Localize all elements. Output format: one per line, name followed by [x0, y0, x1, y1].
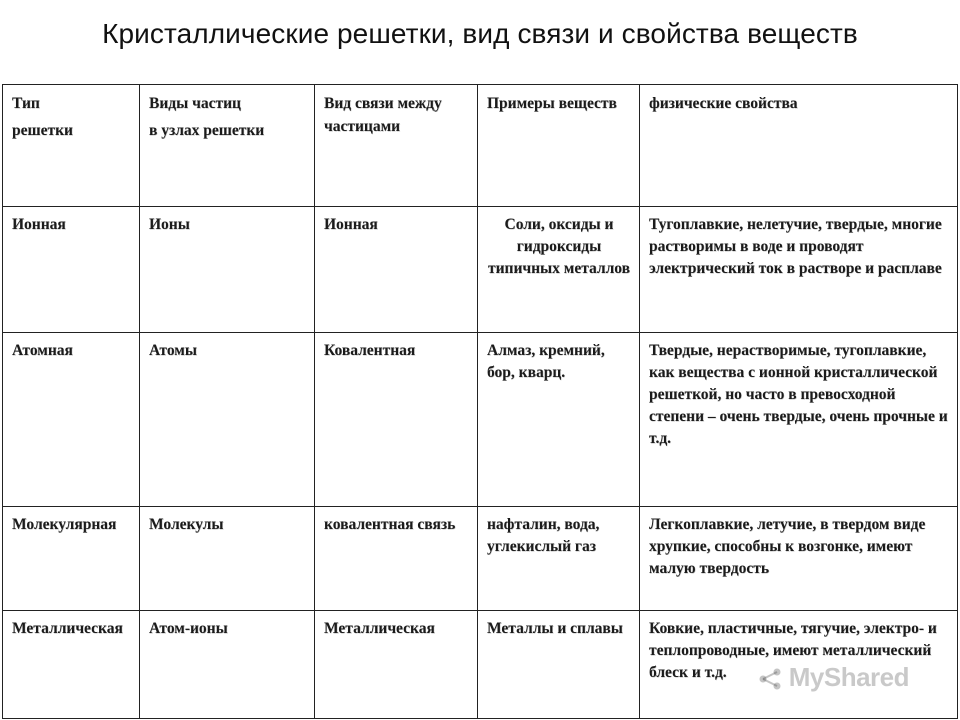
header-lattice-type: [3, 85, 140, 207]
cell-particles: Ионы: [140, 207, 315, 333]
watermark-text: MyShared: [788, 662, 909, 692]
cell-properties: Легкоплавкие, летучие, в твердом виде хрупкие, способны к возгонке, имеют малую твердость: [640, 507, 958, 611]
cell-particles: Атомы: [140, 333, 315, 507]
table-row: [3, 611, 958, 719]
table-row: [3, 333, 958, 507]
header-lattice-type-line1: Тип: [12, 95, 40, 112]
cell-properties: Твердые, нерастворимые, тугоплавкие, как вещества с ионной кристаллической решеткой, но часто в превосходной степени – очень твердые, очень прочные и т.д.: [640, 333, 958, 507]
cell-examples: Металлы и сплавы: [478, 611, 640, 719]
cell-bond: ковалентная связь: [315, 507, 478, 611]
cell-examples: Алмаз, кремний, бор, кварц.: [478, 333, 640, 507]
header-particles-line1: Виды частиц: [149, 95, 241, 112]
cell-particles: Атом-ионы: [140, 611, 315, 719]
header-particles: [140, 85, 315, 207]
header-properties: физические свойства: [640, 85, 958, 207]
crystal-lattice-table: [2, 84, 958, 719]
cell-bond: Металлическая: [315, 611, 478, 719]
header-examples: Примеры веществ: [478, 85, 640, 207]
cell-bond: Ковалентная: [315, 333, 478, 507]
header-bond-type: Вид связи между частицами: [315, 85, 478, 207]
cell-examples: нафталин, вода, углекислый газ: [478, 507, 640, 611]
table-header-row: [3, 85, 958, 207]
table-row: [3, 207, 958, 333]
header-particles-line2: в узлах решетки: [149, 122, 265, 140]
header-lattice-type-line2: решетки: [12, 122, 73, 140]
cell-lattice-type: Ионная: [3, 207, 140, 333]
cell-particles: Молекулы: [140, 507, 315, 611]
slide-title: Кристаллические решетки, вид связи и свойства веществ: [102, 18, 858, 49]
cell-lattice-type: Атомная: [3, 333, 140, 507]
cell-lattice-type: Металлическая: [3, 611, 140, 719]
cell-lattice-type: Молекулярная: [3, 507, 140, 611]
cell-properties: Ковкие, пластичные, тягучие, электро- и теплопроводные, имеют металлический блеск и т.д.: [640, 611, 958, 719]
table-row: [3, 507, 958, 611]
cell-properties: Тугоплавкие, нелетучие, твердые, многие растворимы в воде и проводят электрический ток в растворе и расплаве: [640, 207, 958, 333]
cell-examples: Соли, оксиды и гидроксиды типичных металлов: [478, 207, 640, 333]
cell-bond: Ионная: [315, 207, 478, 333]
